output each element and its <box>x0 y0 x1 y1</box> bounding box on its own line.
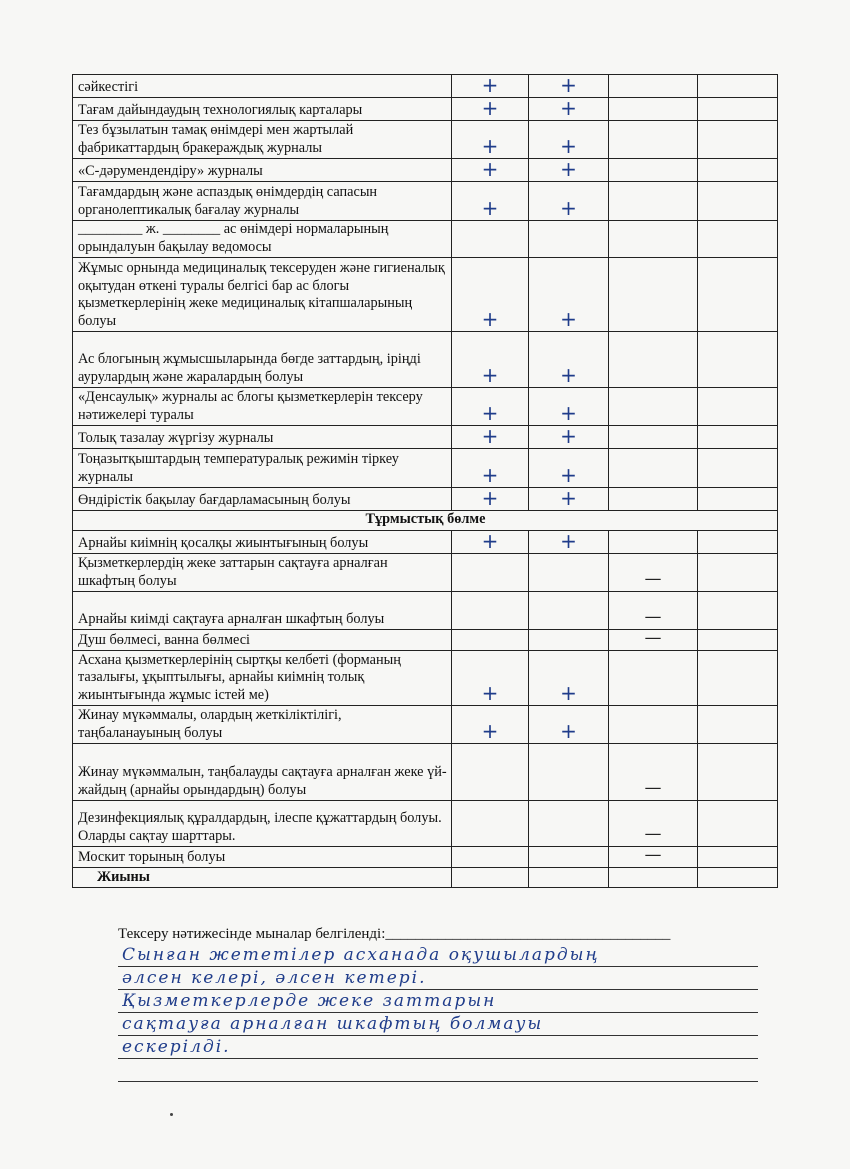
row-label: Толық тазалау жүргізу журналы <box>73 426 452 449</box>
stray-dot <box>170 1113 173 1116</box>
check-cell-4 <box>698 159 778 182</box>
check-cell-2 <box>529 744 609 801</box>
check-cell-3 <box>609 332 698 388</box>
check-cell-1: + <box>452 121 529 159</box>
check-cell-4 <box>698 426 778 449</box>
check-cell-3: — <box>609 554 698 592</box>
table-row <box>73 801 778 847</box>
check-cell-4 <box>698 75 778 98</box>
check-cell-2 <box>529 630 609 651</box>
check-cell-1: + <box>452 98 529 121</box>
table-row <box>73 630 778 651</box>
row-label: сәйкестігі <box>73 75 452 98</box>
check-cell-2 <box>529 801 609 847</box>
row-label: Қызметкерлердің жеке заттарын сақтауға арналған шкафтың болуы <box>73 554 452 592</box>
check-cell-3: — <box>609 630 698 651</box>
table-row <box>73 121 778 159</box>
check-cell-4 <box>698 592 778 630</box>
check-cell-1: + <box>452 449 529 488</box>
row-label: Москит торының болуы <box>73 847 452 868</box>
check-cell-2: + <box>529 426 609 449</box>
table-row <box>73 847 778 868</box>
check-cell-3 <box>609 98 698 121</box>
check-cell-1 <box>452 801 529 847</box>
findings-line <box>118 990 758 1013</box>
check-cell-3 <box>609 706 698 744</box>
findings-heading: Тексеру нәтижесінде мыналар белгіленді:______________________________________ <box>118 926 671 942</box>
check-cell-4 <box>698 651 778 706</box>
table-row <box>73 258 778 332</box>
section-header-row <box>73 511 778 531</box>
check-cell-3: — <box>609 801 698 847</box>
check-cell-1: + <box>452 258 529 332</box>
row-label: Дезинфекциялық құралдардың, ілеспе құжаттардың болуы. Оларды сақтау шарттары. <box>73 801 452 847</box>
findings-line <box>118 1059 758 1082</box>
check-cell-4 <box>698 488 778 511</box>
check-cell-2: + <box>529 182 609 221</box>
check-cell-3 <box>609 121 698 159</box>
check-cell-4 <box>698 221 778 258</box>
check-cell-1 <box>452 744 529 801</box>
row-label: Жұмыс орнында медициналық тексеруден және гигиеналық оқытудан өткені туралы белгісі бар ас блогы қызметкерлерінің жеке медициналық кітапшаларының болуы <box>73 258 452 332</box>
row-label: «Денсаулық» журналы ас блогы қызметкерлерін тексеру нәтижелері туралы <box>73 388 452 426</box>
check-cell-1 <box>452 847 529 868</box>
check-cell-4 <box>698 847 778 868</box>
check-cell-4 <box>698 332 778 388</box>
table-row <box>73 159 778 182</box>
check-cell-1: + <box>452 182 529 221</box>
table-row <box>73 706 778 744</box>
table-row <box>73 592 778 630</box>
check-cell-2 <box>529 554 609 592</box>
check-cell-1 <box>452 554 529 592</box>
check-cell-1: + <box>452 426 529 449</box>
row-label: Асхана қызметкерлерінің сыртқы келбеті (форманың тазалығы, ұқыптылығы, арнайы киімнің толық жиынтығында жұмыс істей ме) <box>73 651 452 706</box>
check-cell-4 <box>698 630 778 651</box>
row-label: Тағамдардың және аспаздық өнімдердің сапасын органолептикалық бағалау журналы <box>73 182 452 221</box>
check-cell-1: + <box>452 332 529 388</box>
findings-line <box>118 944 758 967</box>
check-cell-3 <box>609 449 698 488</box>
handwritten-text: ескерілді. <box>122 1037 231 1057</box>
check-cell-3: — <box>609 744 698 801</box>
table-row <box>73 426 778 449</box>
check-cell-1 <box>452 630 529 651</box>
table-row <box>73 651 778 706</box>
findings-section <box>118 925 758 1082</box>
row-label: _________ ж. ________ ас өнімдері нормаларының орындалуын бақылау ведомосы <box>73 221 452 258</box>
check-cell-2: + <box>529 488 609 511</box>
findings-line <box>118 1013 758 1036</box>
check-cell-2: + <box>529 75 609 98</box>
handwritten-text: Сынған жететілер асханада оқушылардың <box>122 945 600 965</box>
check-cell-1 <box>452 868 529 888</box>
check-cell-4 <box>698 258 778 332</box>
row-label: Тағам дайындаудың технологиялық карталары <box>73 98 452 121</box>
check-cell-2: + <box>529 388 609 426</box>
row-label: Тоңазытқыштардың температуралық режимін тіркеу журналы <box>73 449 452 488</box>
table-row <box>73 531 778 554</box>
row-label: Ас блогының жұмысшыларында бөгде заттардың, іріңді аурулардың және жаралардың болуы <box>73 332 452 388</box>
check-cell-1: + <box>452 388 529 426</box>
check-cell-3 <box>609 388 698 426</box>
check-cell-3 <box>609 868 698 888</box>
section-title: Тұрмыстық бөлме <box>73 511 778 531</box>
table-row <box>73 388 778 426</box>
check-cell-2: + <box>529 159 609 182</box>
row-label: Тез бұзылатын тамақ өнімдері мен жартылай фабрикаттардың бракераждық журналы <box>73 121 452 159</box>
check-cell-2 <box>529 221 609 258</box>
check-cell-4 <box>698 98 778 121</box>
check-cell-2: + <box>529 449 609 488</box>
row-label: Өндірістік бақылау бағдарламасының болуы <box>73 488 452 511</box>
check-cell-3 <box>609 221 698 258</box>
check-cell-2: + <box>529 98 609 121</box>
row-label: Душ бөлмесі, ванна бөлмесі <box>73 630 452 651</box>
table-row <box>73 98 778 121</box>
row-label: Арнайы киімді сақтауға арналған шкафтың болуы <box>73 592 452 630</box>
check-cell-3 <box>609 488 698 511</box>
check-cell-3 <box>609 159 698 182</box>
check-cell-1: + <box>452 706 529 744</box>
check-cell-4 <box>698 554 778 592</box>
check-cell-4 <box>698 706 778 744</box>
check-cell-1: + <box>452 159 529 182</box>
table-row <box>73 221 778 258</box>
check-cell-4 <box>698 868 778 888</box>
check-cell-1 <box>452 221 529 258</box>
total-label: Жиыны <box>73 868 452 888</box>
check-cell-4 <box>698 531 778 554</box>
total-row <box>73 868 778 888</box>
check-cell-1: + <box>452 531 529 554</box>
row-label: Жинау мүкәммалын, таңбалауды сақтауға арналған жеке үй-жайдың (арнайы орындардың) болуы <box>73 744 452 801</box>
check-cell-4 <box>698 801 778 847</box>
findings-lines <box>118 944 758 1082</box>
handwritten-text: Қызметкерлерде жеке заттарын <box>122 991 497 1011</box>
table-row <box>73 744 778 801</box>
check-cell-2 <box>529 868 609 888</box>
checklist-table <box>72 74 778 888</box>
handwritten-text: әлсен келері, әлсен кетері. <box>122 968 427 988</box>
check-cell-2: + <box>529 332 609 388</box>
table-row <box>73 332 778 388</box>
check-cell-2: + <box>529 121 609 159</box>
check-cell-4 <box>698 182 778 221</box>
check-cell-3 <box>609 531 698 554</box>
check-cell-1: + <box>452 75 529 98</box>
checklist-body <box>73 75 778 888</box>
check-cell-2: + <box>529 706 609 744</box>
check-cell-3: — <box>609 847 698 868</box>
check-cell-3 <box>609 258 698 332</box>
table-row <box>73 449 778 488</box>
table-row <box>73 182 778 221</box>
row-label: Арнайы киімнің қосалқы жиынтығының болуы <box>73 531 452 554</box>
check-cell-4 <box>698 744 778 801</box>
check-cell-4 <box>698 388 778 426</box>
table-row <box>73 488 778 511</box>
table-row <box>73 75 778 98</box>
check-cell-2 <box>529 847 609 868</box>
check-cell-1: + <box>452 651 529 706</box>
row-label: Жинау мүкәммалы, олардың жеткіліктілігі, таңбаланауының болуы <box>73 706 452 744</box>
check-cell-2 <box>529 592 609 630</box>
check-cell-3: — <box>609 592 698 630</box>
check-cell-2: + <box>529 531 609 554</box>
check-cell-3 <box>609 651 698 706</box>
check-cell-3 <box>609 75 698 98</box>
check-cell-2: + <box>529 258 609 332</box>
check-cell-2: + <box>529 651 609 706</box>
row-label: «С-дәрумендендіру» журналы <box>73 159 452 182</box>
handwritten-text: сақтауға арналған шкафтың болмауы <box>122 1014 544 1034</box>
check-cell-4 <box>698 449 778 488</box>
check-cell-1 <box>452 592 529 630</box>
findings-line <box>118 1036 758 1059</box>
findings-line <box>118 967 758 990</box>
check-cell-4 <box>698 121 778 159</box>
check-cell-1: + <box>452 488 529 511</box>
check-cell-3 <box>609 182 698 221</box>
table-row <box>73 554 778 592</box>
check-cell-3 <box>609 426 698 449</box>
